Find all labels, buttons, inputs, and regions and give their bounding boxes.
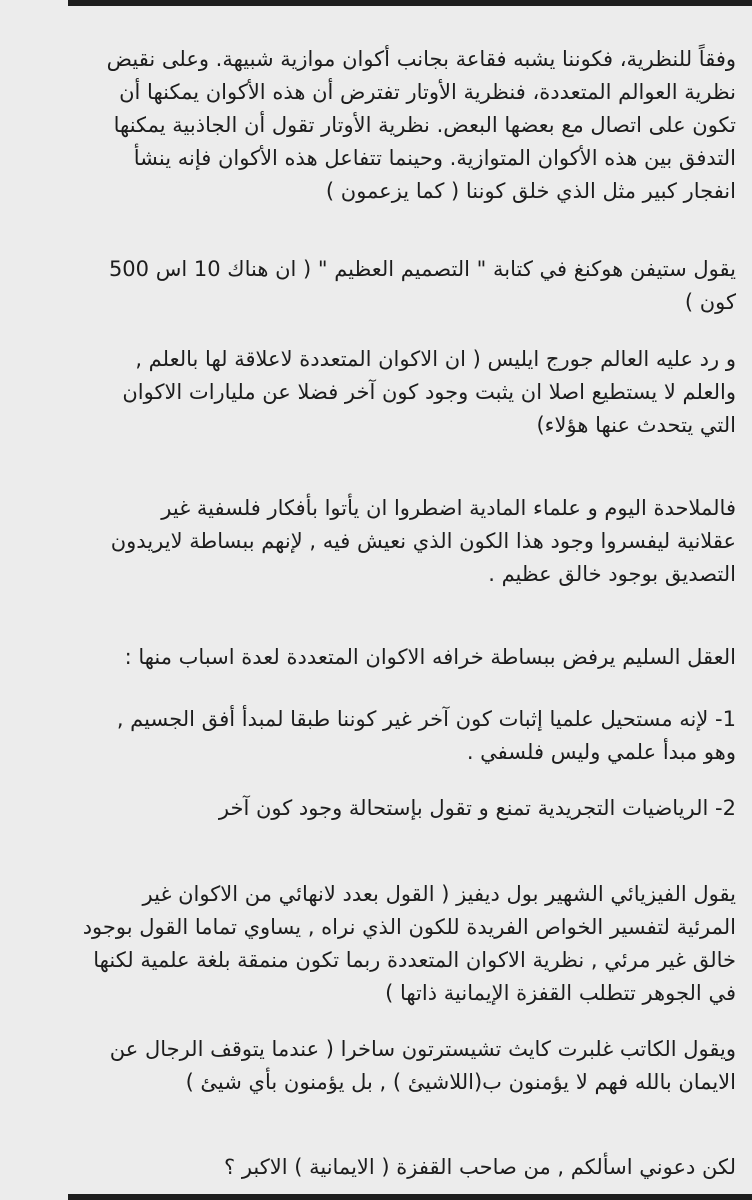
paragraph-reasons-intro	[40, 641, 736, 674]
text-line: يقول الفيزيائي الشهير بول ديفيز ( القول بعدد لانهائي من الاكوان غير	[142, 882, 736, 906]
bottom-border	[68, 1194, 752, 1200]
text-line: و رد عليه العالم جورج ايليس ( ان الاكوان المتعددة لاعلاقة لها بالعلم ,	[135, 347, 736, 371]
text-line: 1- لإنه مستحيل علميا إثبات كون آخر غير كوننا طبقا لمبدأ أفق الجسيم ,	[116, 707, 736, 731]
text-line: وفقاً للنظرية، فكوننا يشبه فقاعة بجانب أكوان موازية شبيهة. وعلى نقيض	[106, 47, 736, 71]
text-line: يقول ستيفن هوكنغ في كتابة " التصميم العظيم " ( ان هناك 10 اس 500	[108, 257, 736, 281]
text-line: التدفق بين هذه الأكوان المتوازية. وحينما تتفاعل هذه الأكوان فإنه ينشأ	[133, 146, 736, 170]
text-line: ويقول الكاتب غلبرت كايث تشيسترتون ساخرا ( عندما يتوقف الرجال عن	[109, 1037, 736, 1061]
text-line: والعلم لا يستطيع اصلا ان يثبت وجود كون آخر فضلا عن مليارات الاكوان	[122, 380, 736, 404]
text-line: نظرية العوالم المتعددة، فنظرية الأوتار تفترض أن هذه الأكوان يمكنها أن	[119, 80, 736, 104]
text-line: تكون على اتصال مع بعضها البعض. نظرية الأوتار تقول أن الجاذبية يمكنها	[113, 113, 736, 137]
text-line: خالق غير مرئي , نظرية الاكوان المتعددة ربما تكون منمقة بلغة علمية لكنها	[93, 948, 736, 972]
text-line: كون )	[684, 290, 736, 314]
text-line: التي يتحدث عنها هؤلاء)	[536, 413, 736, 437]
paragraph-davies-quote	[40, 878, 736, 1010]
text-line: العقل السليم يرفض ببساطة خرافه الاكوان المتعددة لعدة اسباب منها :	[124, 645, 736, 669]
text-line: وهو مبدأ علمي وليس فلسفي .	[466, 740, 736, 764]
top-border	[68, 0, 752, 6]
text-line: الايمان بالله فهم لا يؤمنون ب(اللاشيئ ) , بل يؤمنون بأي شيئ )	[185, 1070, 736, 1094]
text-line: عقلانية ليفسروا وجود هذا الكون الذي نعيش فيه , لإنهم ببساطة لايريدون	[110, 529, 736, 553]
paragraph-ellis-reply	[40, 343, 736, 442]
text-line: التصديق بوجود خالق عظيم .	[488, 562, 736, 586]
paragraph-reason-1	[40, 703, 736, 769]
paragraph-closing-question	[40, 1151, 736, 1184]
text-line: لكن دعوني اسألكم , من صاحب القفزة ( الايمانية ) الاكبر ؟	[224, 1155, 736, 1179]
paragraph-hawking-quote	[40, 253, 736, 319]
paragraph-chesterton-quote	[40, 1033, 736, 1099]
paragraph-multiverse-bubbles	[40, 43, 736, 208]
text-line: انفجار كبير مثل الذي خلق كوننا ( كما يزعمون )	[325, 179, 736, 203]
text-line: 2- الرياضيات التجريدية تمنع و تقول بإستحالة وجود كون آخر	[218, 796, 736, 820]
text-line: فالملاحدة اليوم و علماء المادية اضطروا ان يأتوا بأفكار فلسفية غير	[161, 496, 736, 520]
paragraph-reason-2	[40, 792, 736, 825]
text-line: المرئية لتفسير الخواص الفريدة للكون الذي نراه , يساوي تماما القول بوجود	[82, 915, 736, 939]
text-line: في الجوهر تتطلب القفزة الإيمانية ذاتها )	[385, 981, 736, 1005]
paragraph-atheists	[40, 492, 736, 591]
